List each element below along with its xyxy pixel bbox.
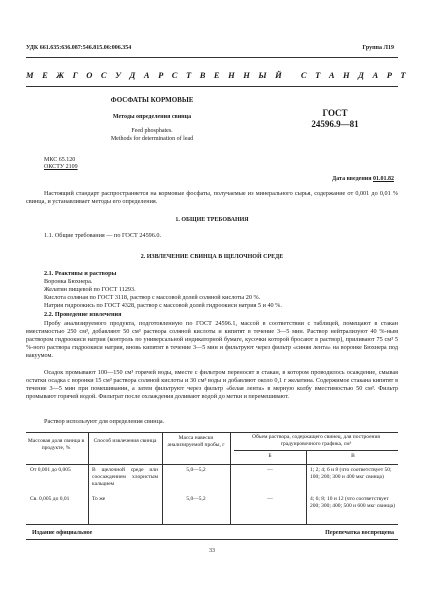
- table-header-sample-mass: Масса навески анализируемой пробы, г: [167, 435, 225, 449]
- table-row2-col-v: 4; 6; 8; 10 и 12 (что соответствует 200; 300; 400; 500 и 600 мкг свинца): [310, 496, 395, 510]
- reagent-item: Натрия гидроокись по ГОСТ 4328, раствор с массовой долей гидроокиси натрия 5 и 40 %.: [44, 302, 282, 310]
- official-edition: Издание официальное: [32, 530, 93, 536]
- title-subtitle: Методы определения свинца: [112, 114, 192, 120]
- header-rule: [26, 57, 398, 58]
- title-main: ФОСФАТЫ КОРМОВЫЕ: [110, 96, 194, 104]
- banner-rule: [26, 86, 398, 87]
- table-bottom-rule: [26, 524, 398, 525]
- reprint-prohibited: Перепечатка воспрещена: [325, 530, 394, 536]
- table-header-col-b: Б: [268, 453, 272, 459]
- table-top-rule: [26, 432, 398, 433]
- date-value: 01.01.82: [373, 176, 394, 182]
- title-english-line1: Feed phosphates.: [131, 128, 173, 134]
- gost-number: 24596.9—81: [311, 119, 359, 129]
- reagent-item: Кислота соляная по ГОСТ 3118, раствор с массовой долей соляной кислоты 20 %.: [44, 294, 261, 302]
- page-number: 33: [209, 548, 215, 554]
- table-header-method: Способ извлечения свинца: [93, 438, 157, 444]
- okstu-code: ОКСТУ 2109: [44, 164, 78, 170]
- table-header-col-v: В: [351, 453, 355, 459]
- table-row2-lead-fraction: Св. 0,005 до 0,01: [30, 496, 70, 502]
- table-vline: [230, 432, 231, 524]
- standard-banner: М Е Ж Г О С У Д А Р С Т В Е Н Н Ы Й С Т А Н Д А Р Т: [26, 70, 409, 80]
- gost-label: ГОСТ: [322, 108, 348, 118]
- table-subheader-rule: [234, 450, 398, 451]
- date-of-introduction: [332, 175, 394, 183]
- reagents-heading: 2.1. Реактивы и растворы: [44, 270, 117, 277]
- table-header-rule: [26, 464, 398, 465]
- table-header-lead-fraction: Массовая доля свинца в продукте, %: [27, 438, 85, 452]
- footer-rule: [26, 539, 398, 540]
- procedure-heading: 2.2. Проведение извлечения: [44, 311, 122, 318]
- table-row2-mass: 5,0—5,2: [186, 496, 206, 502]
- date-label: Дата введения: [332, 176, 372, 182]
- table-row1-col-b: —: [267, 467, 273, 473]
- table-vline: [162, 432, 163, 524]
- sediment-paragraph: Осадок промывают 100—150 см³ горячей воды, вместе с фильтром переносят в стакан, в котором проводилось осаждение, смывая остатки осадка с воронки 15 см³ раствора соляной кислоты и 30 см³ воды и добавляют около 0,1 г желатина. Содержимое стакана кипятят в течение 3—5 мин при помешивании, а затем фильтруют через фильтр «белая лента» в мерную колбу вместимостью 50 см³. Фильтр промывают горячей водой. Фильтрат после охлаждения доливают водой до метки и перемешивают.: [26, 369, 398, 401]
- group-code: Группа Л19: [362, 45, 394, 51]
- table-row1-method: В щелочной среде или соосаждением хлористым кальцием: [92, 467, 158, 488]
- udc-code: УДК 661.635:636.087:546.815.06:006.354: [26, 45, 132, 51]
- section1-heading: 1. ОБЩИЕ ТРЕБОВАНИЯ: [175, 217, 249, 223]
- section1-paragraph: 1.1. Общие требования — по ГОСТ 24596.0.: [44, 232, 162, 239]
- section2-heading: 2. ИЗВЛЕЧЕНИЕ СВИНЦА В ЩЕЛОЧНОЙ СРЕДЕ: [140, 254, 284, 260]
- table-vline: [88, 432, 89, 524]
- table-row2-method: То же: [92, 496, 106, 502]
- reagent-item: Воронка Бюхнера.: [44, 278, 93, 285]
- title-english-line2: Methods for determination of lead: [110, 136, 194, 142]
- solution-paragraph: Раствор используют для определения свинца.: [44, 418, 165, 425]
- reagents-list: [44, 278, 398, 310]
- table-row1-mass: 5,0—5,2: [186, 467, 206, 473]
- reagent-item: Желатин пищевой по ГОСТ 11293.: [44, 286, 136, 294]
- table-row1-col-v: 1; 2; 4; 6 и 8 (что соответствует 50; 100; 200; 300 и 400 мкг свинца): [310, 467, 392, 481]
- intro-paragraph: Настоящий стандарт распространяется на кормовые фосфаты, получаемые из минерального сырья, содержание от 0,001 до 0,01 % свинца, и устанавливает методы его определения.: [26, 190, 398, 206]
- table-row1-lead-fraction: От 0,001 до 0,005: [30, 467, 71, 473]
- table-vline: [306, 450, 307, 524]
- table-header-solution-volume: Объем раствора, содержащего свинец, для построения градуировочного графика, см³: [252, 434, 380, 448]
- mks-code: МКС 65.120: [44, 157, 76, 163]
- sample-paragraph: Пробу анализируемого продукта, подготовленную по ГОСТ 24596.1, массой в соответствии с таблицей, помещают в стакан вместимостью 250 см³, добавляют 50 см³ раствора соляной кислоты и кипятят в течение 3—5 мин. Раствор нейтрализуют 40 %-ным раствором гидроокиси натрия (контроль по универсальной индикаторной бумаге, кусочки которой бросают в раствор), приливают 75 см³ 5 %-ного раствора гидроокиси натрия, вновь кипятят в течение 3—5 мин и фильтруют через фильтр «синяя лента» на воронке Бюхнера под вакуумом.: [26, 320, 398, 360]
- table-row2-col-b: —: [267, 496, 273, 502]
